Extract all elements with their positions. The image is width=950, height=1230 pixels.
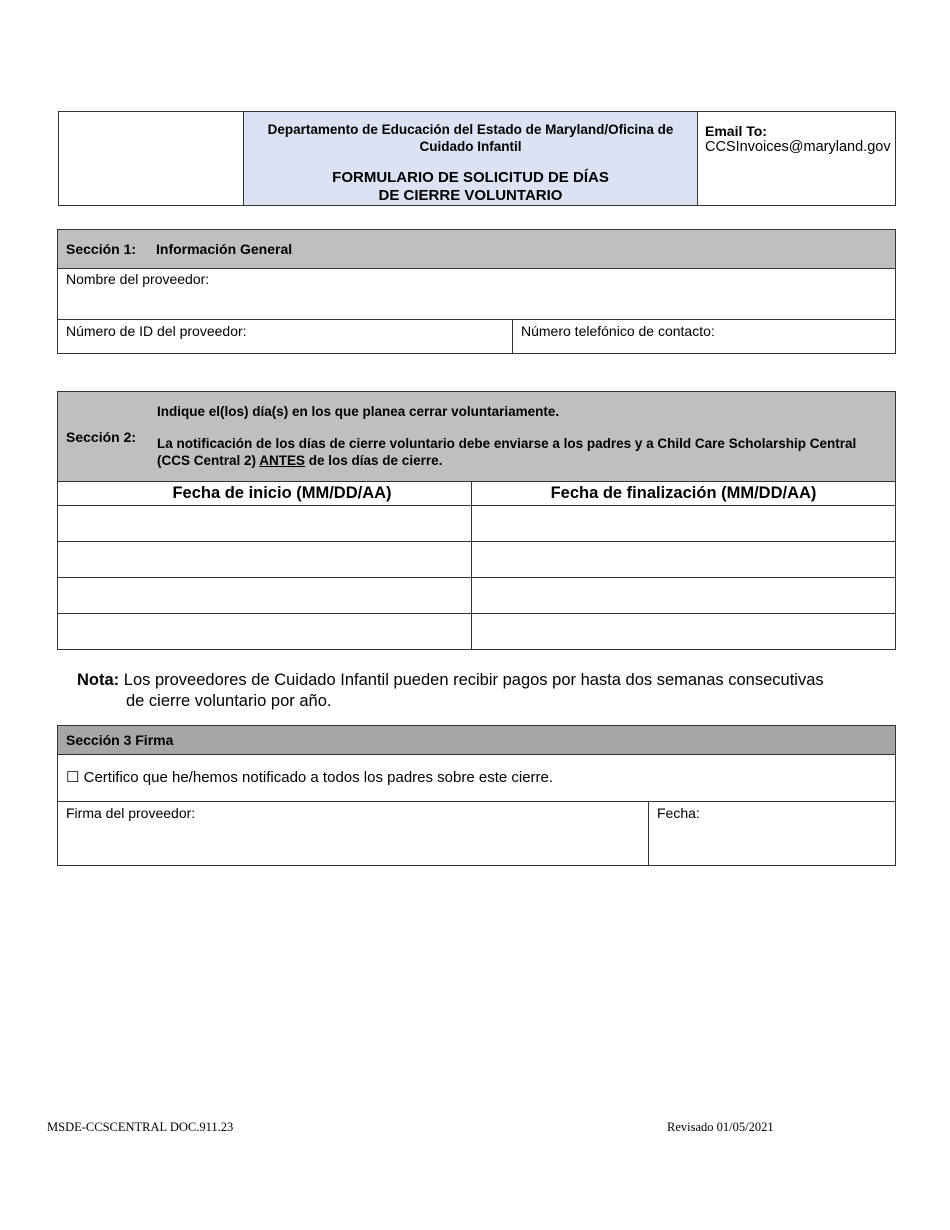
end-date-cell-3[interactable] (472, 578, 895, 613)
notice-text-end: de los días de cierre. (305, 453, 443, 468)
start-date-column-header: Fecha de inicio (MM/DD/AA) (172, 484, 392, 502)
divider (512, 320, 513, 353)
end-date-cell-4[interactable] (472, 614, 895, 649)
provider-name-field[interactable]: Nombre del proveedor: (66, 271, 210, 287)
section1-row2 (58, 319, 895, 353)
checkbox-icon[interactable]: ☐ (66, 769, 80, 786)
note (77, 670, 867, 712)
end-date-cell-2[interactable] (472, 542, 895, 577)
signature-date-field[interactable]: Fecha: (657, 805, 700, 821)
form-title-line2: DE CIERRE VOLUNTARIO (378, 187, 563, 204)
email-label: Email To: (705, 123, 767, 139)
section3-header (58, 726, 895, 755)
document-code: MSDE-CCSCENTRAL DOC.911.23 (47, 1120, 234, 1134)
provider-id-field[interactable]: Número de ID del proveedor: (66, 323, 247, 339)
start-date-cell-2[interactable] (58, 542, 471, 577)
section-closure-dates (57, 391, 896, 650)
section-signature (57, 725, 896, 866)
section3-row2 (58, 801, 895, 865)
end-date-cell-1[interactable] (472, 506, 895, 541)
contact-phone-field[interactable]: Número telefónico de contacto: (521, 323, 715, 339)
form-title (254, 169, 687, 205)
email-box (697, 111, 896, 206)
notice-text: La notificación de los días de cierre voluntario debe enviarse a los padres y a Child Care Scholarship Central (CCS Central 2) (157, 436, 857, 468)
notice-emphasis: ANTES (259, 453, 306, 468)
email-address[interactable]: CCSInvoices@maryland.gov (705, 139, 891, 155)
end-date-column-header: Fecha de finalización (MM/DD/AA) (550, 484, 817, 502)
section2-instruction: Indique el(los) día(s) en los que planea cerrar voluntariamente. (157, 404, 560, 419)
provider-signature-field[interactable]: Firma del proveedor: (66, 805, 196, 821)
note-text-line1: Los proveedores de Cuidado Infantil pueden recibir pagos por hasta dos semanas consecutivas (123, 671, 824, 689)
note-text-line2: de cierre voluntario por año. (126, 692, 332, 710)
revision-date: Revisado 01/05/2021 (667, 1120, 774, 1134)
start-date-cell-3[interactable] (58, 578, 471, 613)
start-date-cell-1[interactable] (58, 506, 471, 541)
note-label: Nota: (77, 671, 120, 689)
start-date-cell-4[interactable] (58, 614, 471, 649)
section-general-info (57, 229, 896, 354)
section2-header (58, 392, 895, 482)
section2-number: Sección 2: (66, 429, 137, 445)
form-header (243, 111, 698, 206)
section1-title: Información General (156, 241, 293, 257)
divider (648, 802, 649, 865)
form-title-line1: FORMULARIO DE SOLICITUD DE DÍAS (332, 169, 609, 186)
certification-text: Certifico que he/hemos notificado a todos los padres sobre este cierre. (83, 769, 554, 786)
department-name: Departamento de Educación del Estado de Maryland/Oficina de Cuidado Infantil (267, 122, 674, 154)
logo-area (58, 111, 244, 206)
certification-checkbox-row[interactable] (66, 768, 553, 786)
section3-title: Sección 3 Firma (66, 732, 174, 748)
section1-number: Sección 1: (66, 241, 137, 257)
section2-notice (157, 435, 887, 469)
section1-header (58, 230, 895, 269)
